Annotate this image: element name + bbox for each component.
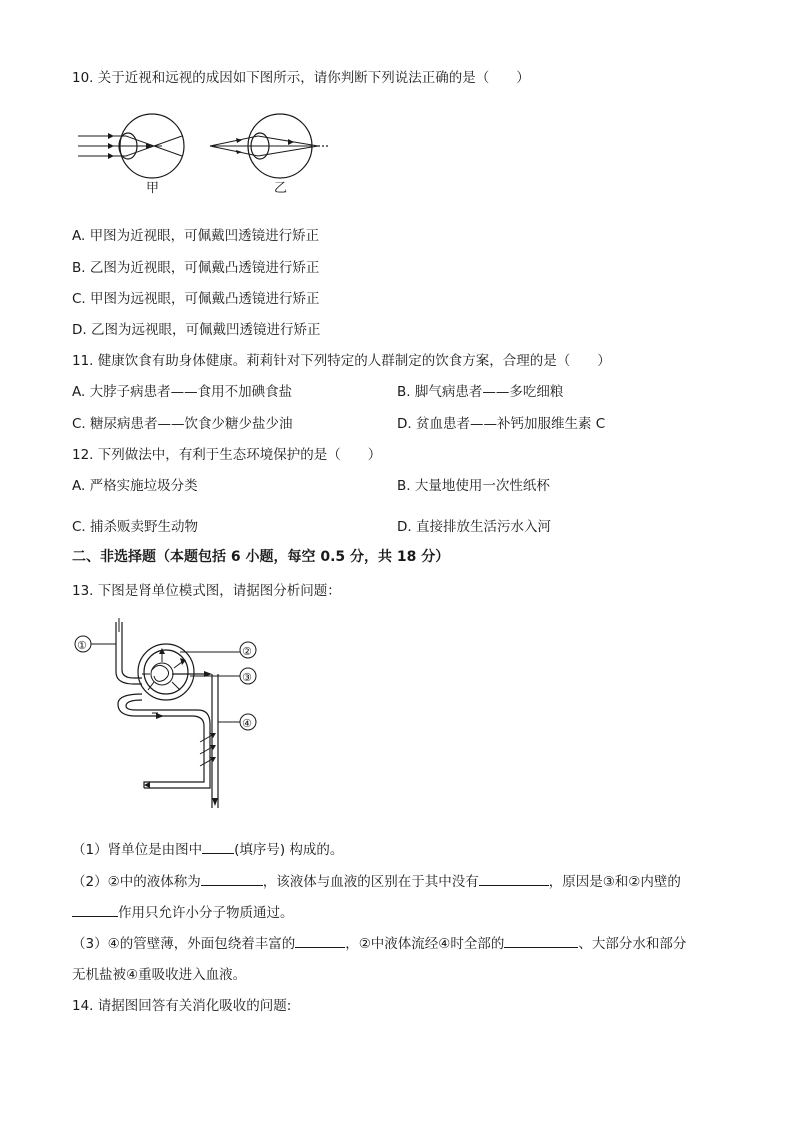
q10-option-d: D. 乙图为远视眼，可佩戴凹透镜进行矫正 (72, 322, 321, 338)
q13-part3-cont: 无机盐被④重吸收进入血液。 (72, 967, 247, 983)
answer-blank-6[interactable] (504, 933, 578, 948)
q12-stem: 12. 下列做法中，有利于生态环境保护的是（ ） (72, 447, 382, 463)
q11-option-d: D. 贫血患者——补钙加服维生素 C (397, 416, 606, 432)
eye-diagram (78, 110, 338, 198)
answer-blank-3[interactable] (479, 871, 549, 886)
q12-option-a: A. 严格实施垃圾分类 (72, 478, 198, 494)
q11-option-c: C. 糖尿病患者——饮食少糖少盐少油 (72, 416, 293, 432)
q12-option-c: C. 捕杀贩卖野生动物 (72, 519, 199, 535)
q10-option-c: C. 甲图为远视眼，可佩戴凸透镜进行矫正 (72, 291, 320, 307)
eye-yi-icon (210, 114, 328, 178)
answer-blank-5[interactable] (295, 933, 345, 948)
label-2: ② (242, 645, 252, 658)
q11-option-b: B. 脚气病患者——多吃细粮 (397, 384, 564, 400)
fig-label-yi: 乙 (274, 181, 288, 196)
q10-option-a: A. 甲图为近视眼，可佩戴凹透镜进行矫正 (72, 228, 320, 244)
q13-part1: （1）肾单位是由图中 (填序号) 构成的。 (72, 838, 343, 858)
section-title: 二、非选择题（本题包括 6 小题，每空 0.5 分，共 18 分） (72, 549, 450, 565)
answer-blank-1[interactable] (202, 839, 234, 854)
q12-option-d: D. 直接排放生活污水入河 (397, 519, 551, 535)
q10-option-b: B. 乙图为近视眼，可佩戴凸透镜进行矫正 (72, 260, 320, 276)
q11-option-a: A. 大脖子病患者——食用不加碘食盐 (72, 384, 293, 400)
q13-part3: （3）④的管壁薄，外面包绕着丰富的 ，②中液体流经④时全部的 、大部分水和部分 (72, 932, 686, 952)
label-1: ① (77, 639, 87, 652)
answer-blank-2[interactable] (201, 871, 263, 886)
q10-stem: 10. 关于近视和远视的成因如下图所示，请你判断下列说法正确的是（ ） (72, 70, 530, 86)
nephron-diagram (72, 612, 272, 812)
answer-blank-4[interactable] (72, 902, 118, 917)
q14-stem: 14. 请据图回答有关消化吸收的问题: (72, 998, 292, 1014)
q13-part2: （2）②中的液体称为 ，该液体与血液的区别在于其中没有 ，原因是③和②内壁的 (72, 870, 681, 890)
label-4: ④ (242, 717, 252, 730)
fig-label-jia: 甲 (146, 181, 160, 196)
eye-jia-icon (78, 114, 184, 178)
q11-stem: 11. 健康饮食有助身体健康。莉莉针对下列特定的人群制定的饮食方案，合理的是（ ） (72, 353, 611, 369)
q12-option-b: B. 大量地使用一次性纸杯 (397, 478, 550, 494)
q13-stem: 13. 下图是肾单位模式图，请据图分析问题： (72, 583, 341, 599)
label-3: ③ (242, 671, 252, 684)
q13-part2-cont: 作用只允许小分子物质通过。 (72, 901, 294, 921)
